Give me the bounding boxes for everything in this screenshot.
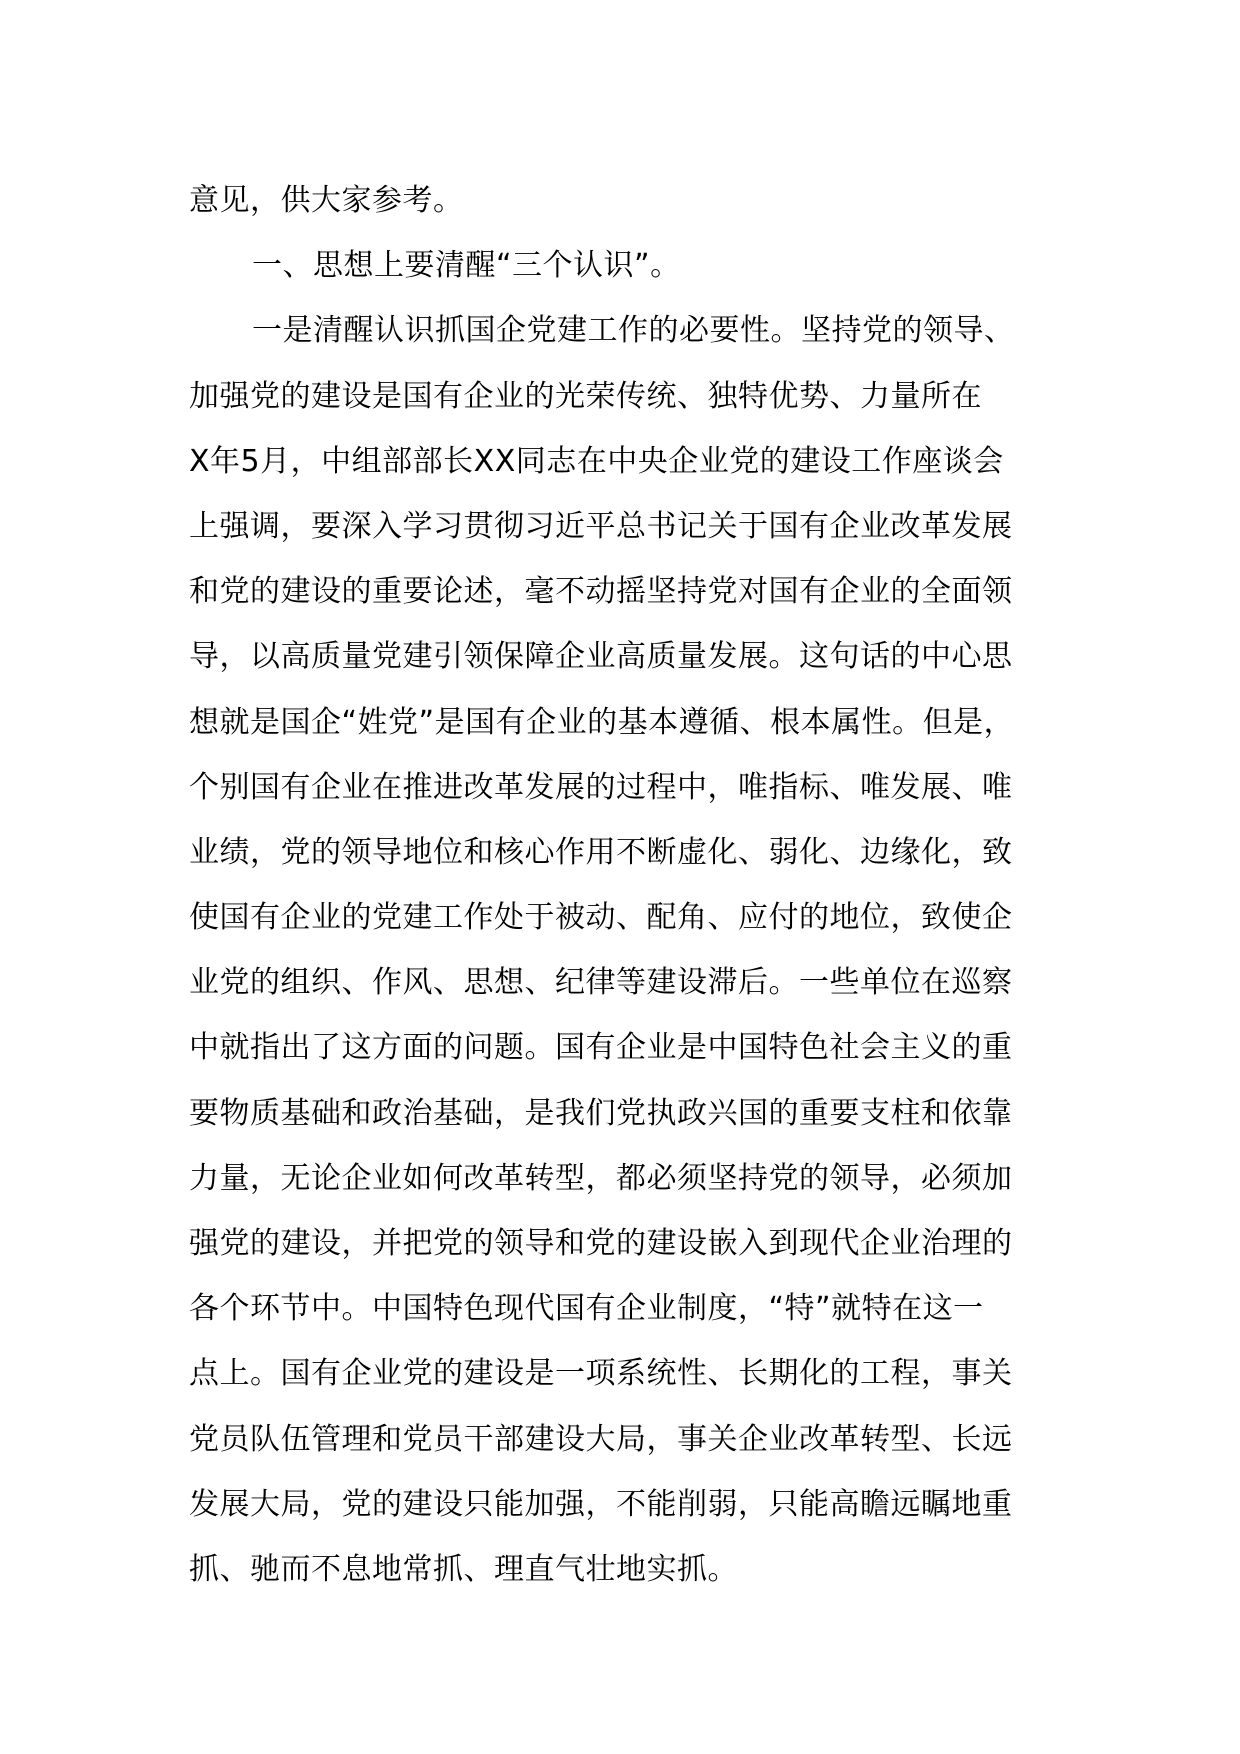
text-line: 个别国有企业在推进改革发展的过程中，唯指标、唯发展、唯	[189, 769, 1013, 805]
paragraph-first-line: 一是清醒认识抓国企党建工作的必要性。坚持党的领导、	[252, 313, 1015, 349]
text-line: 发展大局，党的建设只能加强，不能削弱，只能高瞻远瞩地重	[189, 1486, 1013, 1522]
text-line: 上强调，要深入学习贯彻习近平总书记关于国有企业改革发展	[189, 508, 1013, 544]
text-line: 意见，供大家参考。	[189, 183, 464, 218]
text-line: 要物质基础和政治基础，是我们党执政兴国的重要支柱和依靠	[189, 1095, 1013, 1131]
text-line: 加强党的建设是国有企业的光荣传统、独特优势、力量所在	[189, 378, 982, 414]
text-line: 使国有企业的党建工作处于被动、配角、应付的地位，致使企	[189, 900, 1013, 936]
text-line: X年5月，中组部部长XX同志在中央企业党的建设工作座谈会	[189, 443, 1004, 479]
text-line: 想就是国企“姓党”是国有企业的基本遵循、根本属性。但是，	[189, 704, 1015, 740]
text-line: 力量，无论企业如何改革转型，都必须坚持党的领导，必须加	[189, 1160, 1013, 1196]
section-heading: 一、思想上要清醒“三个认识”。	[252, 248, 681, 284]
text-line: 业党的组织、作风、思想、纪律等建设滞后。一些单位在巡察	[189, 965, 1013, 1001]
text-line: 中就指出了这方面的问题。国有企业是中国特色社会主义的重	[189, 1030, 1013, 1066]
text-line: 各个环节中。中国特色现代国有企业制度，“特”就特在这一	[189, 1291, 984, 1327]
text-line: 和党的建设的重要论述，毫不动摇坚持党对国有企业的全面领	[189, 574, 1013, 610]
text-line: 强党的建设，并把党的领导和党的建设嵌入到现代企业治理的	[189, 1226, 1013, 1261]
text-line: 业绩，党的领导地位和核心作用不断虚化、弱化、边缘化，致	[189, 834, 1013, 870]
text-line: 点上。国有企业党的建设是一项系统性、长期化的工程，事关	[189, 1356, 1013, 1392]
text-line: 党员队伍管理和党员干部建设大局，事关企业改革转型、长远	[189, 1421, 1013, 1457]
document-body	[189, 168, 1059, 1602]
text-line: 抓、驰而不息地常抓、理直气壮地实抓。	[189, 1551, 738, 1587]
text-line: 导，以高质量党建引领保障企业高质量发展。这句话的中心思	[189, 639, 1013, 675]
